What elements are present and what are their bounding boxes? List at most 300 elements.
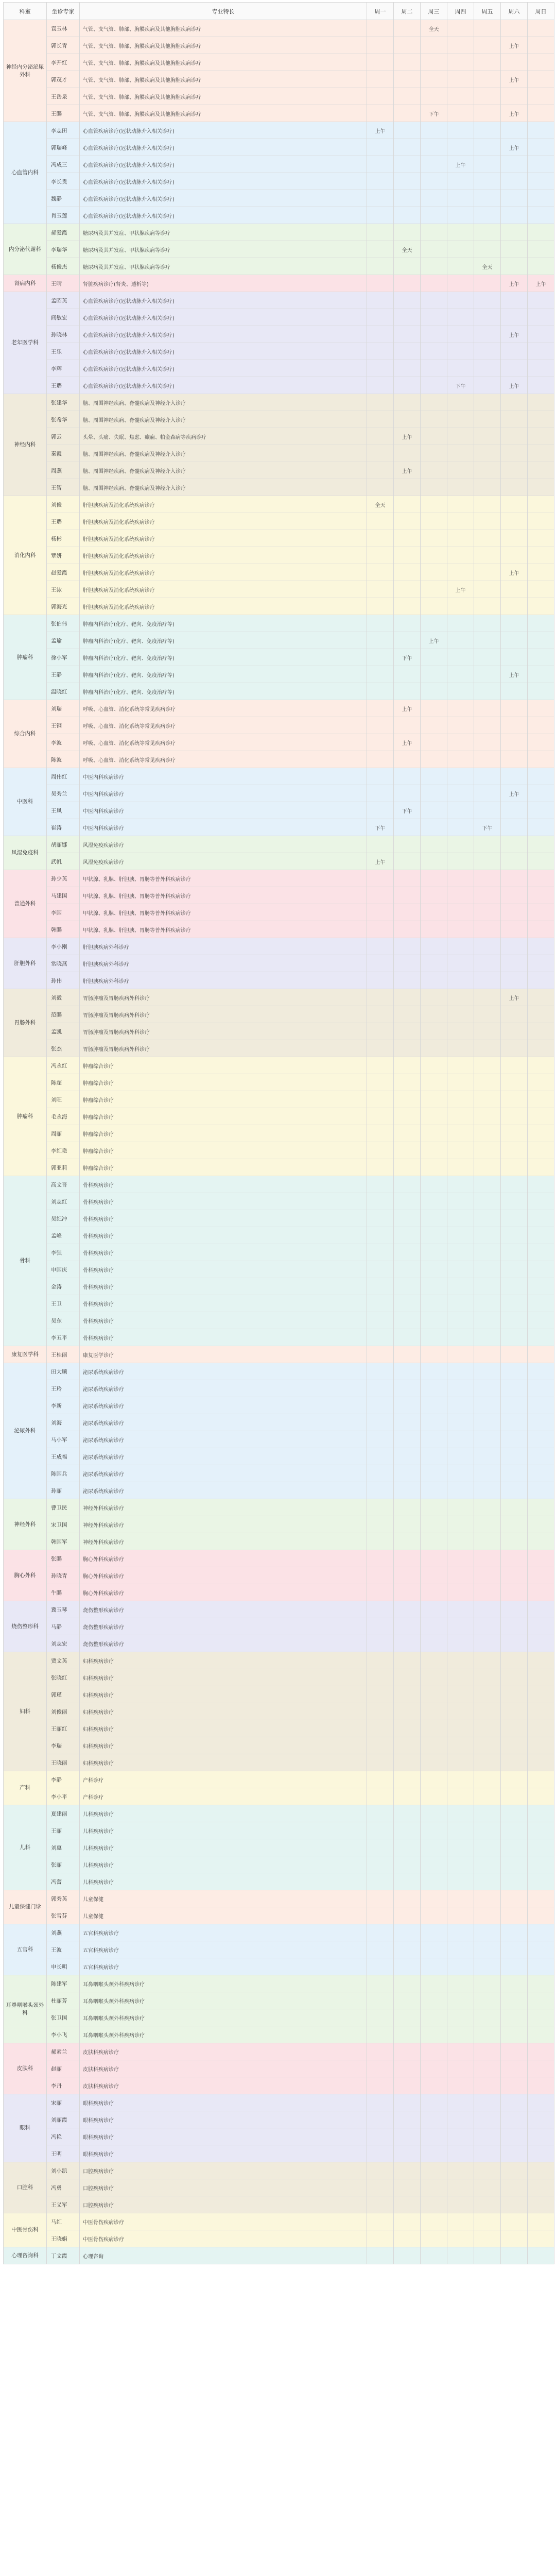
schedule-cell: 上午	[394, 462, 421, 479]
schedule-cell	[447, 1822, 474, 1839]
doctor-name: 张希华	[47, 411, 80, 428]
doctor-name: 李国	[47, 904, 80, 921]
doctor-name: 宋丽	[47, 2094, 80, 2111]
schedule-cell	[394, 1822, 421, 1839]
schedule-cell	[447, 207, 474, 224]
table-row	[4, 1618, 554, 1635]
doctor-name: 范鹏	[47, 1006, 80, 1023]
table-row	[4, 1737, 554, 1754]
specialty-text: 耳鼻咽喉头颈外科疾病诊疗	[80, 1992, 367, 2009]
schedule-cell	[474, 1193, 501, 1210]
schedule-cell	[474, 1278, 501, 1295]
schedule-cell	[474, 632, 501, 649]
schedule-cell	[474, 1465, 501, 1482]
schedule-cell	[394, 836, 421, 853]
doctor-name: 王成福	[47, 1448, 80, 1465]
schedule-cell	[447, 598, 474, 615]
specialty-text: 肿瘤内科治疗(化疗、靶向、免疫治疗等)	[80, 666, 367, 683]
specialty-text: 气管、支气管、肺部、胸膜疾病及其他胸腔疾病诊疗	[80, 20, 367, 37]
schedule-cell	[394, 1975, 421, 1992]
table-row	[4, 768, 554, 785]
schedule-cell	[528, 88, 554, 105]
header-cell: 科室	[4, 3, 47, 20]
schedule-cell	[501, 1482, 528, 1499]
specialty-text: 中医内科疾病诊疗	[80, 802, 367, 819]
schedule-cell	[474, 683, 501, 700]
schedule-cell	[501, 1669, 528, 1686]
schedule-cell	[421, 326, 447, 343]
schedule-cell	[367, 1380, 394, 1397]
schedule-cell	[528, 1533, 554, 1550]
table-row	[4, 309, 554, 326]
doctor-name: 李小刚	[47, 938, 80, 955]
schedule-cell	[501, 530, 528, 547]
schedule-cell	[394, 1584, 421, 1601]
specialty-text: 心血管疾病诊疗(冠状动脉介入相关诊疗)	[80, 190, 367, 207]
specialty-text: 甲状腺、乳腺、肝胆胰、胃肠等普外科疾病诊疗	[80, 887, 367, 904]
schedule-cell	[528, 564, 554, 581]
doctor-name: 冯勇	[47, 2179, 80, 2196]
table-row	[4, 1363, 554, 1380]
doctor-name: 杨彬	[47, 530, 80, 547]
schedule-cell	[394, 513, 421, 530]
table-row	[4, 1805, 554, 1822]
schedule-cell: 上午	[367, 122, 394, 139]
schedule-cell	[447, 1397, 474, 1414]
schedule-cell	[447, 2111, 474, 2128]
doctor-name: 丁文霞	[47, 2247, 80, 2264]
doctor-name: 王卫	[47, 1295, 80, 1312]
doctor-name: 武帆	[47, 853, 80, 870]
schedule-cell	[474, 1346, 501, 1363]
schedule-cell	[367, 1516, 394, 1533]
schedule-cell	[474, 1006, 501, 1023]
doctor-name: 王晓娟	[47, 2230, 80, 2247]
doctor-name: 王玲	[47, 1380, 80, 1397]
doctor-name: 孟凯	[47, 1023, 80, 1040]
schedule-cell	[367, 2094, 394, 2111]
specialty-text: 神经外科疾病诊疗	[80, 1533, 367, 1550]
schedule-cell	[501, 1091, 528, 1108]
schedule-cell	[447, 768, 474, 785]
schedule-cell	[421, 1652, 447, 1669]
schedule-cell	[447, 1244, 474, 1261]
specialty-text: 骨科疾病诊疗	[80, 1278, 367, 1295]
table-row	[4, 1924, 554, 1941]
department-cell: 肝胆外科	[4, 938, 47, 989]
schedule-cell	[447, 105, 474, 122]
schedule-cell	[501, 768, 528, 785]
schedule-cell	[367, 1958, 394, 1975]
header-cell: 周四	[447, 3, 474, 20]
schedule-cell	[474, 1754, 501, 1771]
schedule-cell	[501, 1873, 528, 1890]
specialty-text: 甲状腺、乳腺、肝胆胰、胃肠等普外科疾病诊疗	[80, 904, 367, 921]
table-row	[4, 224, 554, 241]
schedule-cell	[421, 343, 447, 360]
doctor-name: 冀玉琴	[47, 1601, 80, 1618]
specialty-text: 骨科疾病诊疗	[80, 1312, 367, 1329]
schedule-cell	[474, 1601, 501, 1618]
schedule-cell	[367, 1193, 394, 1210]
schedule-cell	[367, 1499, 394, 1516]
schedule-cell	[501, 1465, 528, 1482]
schedule-cell	[394, 2179, 421, 2196]
schedule-cell	[421, 1958, 447, 1975]
doctor-name: 毛永海	[47, 1108, 80, 1125]
schedule-cell	[394, 1754, 421, 1771]
schedule-cell	[447, 360, 474, 377]
schedule-cell	[421, 1873, 447, 1890]
schedule-cell	[394, 71, 421, 88]
schedule-cell	[367, 938, 394, 955]
schedule-cell	[447, 1618, 474, 1635]
schedule-cell	[528, 819, 554, 836]
schedule-cell	[421, 1975, 447, 1992]
schedule-cell	[421, 2162, 447, 2179]
schedule-cell	[528, 71, 554, 88]
schedule-cell	[421, 2094, 447, 2111]
specialty-text: 呼吸、心血管、消化系统等常见疾病诊疗	[80, 700, 367, 717]
doctor-name: 吴秀兰	[47, 785, 80, 802]
schedule-cell	[421, 853, 447, 870]
schedule-cell: 下午	[394, 802, 421, 819]
doctor-name: 刘俊丽	[47, 1703, 80, 1720]
schedule-cell	[367, 2026, 394, 2043]
doctor-name: 牛鹏	[47, 1584, 80, 1601]
schedule-cell	[367, 292, 394, 309]
schedule-cell	[528, 2230, 554, 2247]
schedule-cell	[421, 1788, 447, 1805]
schedule-cell	[367, 1329, 394, 1346]
schedule-cell	[394, 1958, 421, 1975]
schedule-cell	[394, 173, 421, 190]
schedule-cell	[421, 224, 447, 241]
specialty-text: 神经外科疾病诊疗	[80, 1516, 367, 1533]
table-row	[4, 1720, 554, 1737]
schedule-cell	[367, 1040, 394, 1057]
schedule-cell	[367, 462, 394, 479]
specialty-text: 儿科疾病诊疗	[80, 1856, 367, 1873]
table-row	[4, 2196, 554, 2213]
doctor-name: 秦霞	[47, 445, 80, 462]
doctor-name: 李红艳	[47, 1142, 80, 1159]
specialty-text: 口腔疾病诊疗	[80, 2179, 367, 2196]
schedule-cell: 上午	[501, 989, 528, 1006]
schedule-cell	[474, 1856, 501, 1873]
schedule-cell	[367, 1312, 394, 1329]
schedule-cell	[447, 1669, 474, 1686]
schedule-cell	[474, 1975, 501, 1992]
table-row	[4, 1890, 554, 1907]
schedule-cell	[474, 1822, 501, 1839]
schedule-cell: 上午	[501, 275, 528, 292]
schedule-cell	[474, 462, 501, 479]
schedule-cell	[394, 190, 421, 207]
schedule-cell	[528, 1176, 554, 1193]
schedule-cell	[367, 2162, 394, 2179]
schedule-cell	[528, 1448, 554, 1465]
schedule-cell	[474, 1261, 501, 1278]
schedule-cell	[528, 1550, 554, 1567]
schedule-cell	[528, 1873, 554, 1890]
table-row	[4, 615, 554, 632]
specialty-text: 脑、周围神经疾病、脊髓疾病及神经介入诊疗	[80, 445, 367, 462]
doctor-name: 刘旺	[47, 1091, 80, 1108]
schedule-cell	[367, 1125, 394, 1142]
table-row	[4, 394, 554, 411]
schedule-cell	[528, 1924, 554, 1941]
specialty-text: 肿瘤内科治疗(化疗、靶向、免疫治疗等)	[80, 683, 367, 700]
schedule-cell	[474, 1414, 501, 1431]
doctor-name: 田大顺	[47, 1363, 80, 1380]
schedule-cell	[421, 2247, 447, 2264]
schedule-cell	[501, 1142, 528, 1159]
schedule-cell	[474, 989, 501, 1006]
schedule-cell	[447, 734, 474, 751]
table-row	[4, 989, 554, 1006]
schedule-cell	[528, 1805, 554, 1822]
doctor-name: 李五平	[47, 1329, 80, 1346]
table-row	[4, 972, 554, 989]
specialty-text: 脑、周围神经疾病、脊髓疾病及神经介入诊疗	[80, 479, 367, 496]
schedule-cell	[394, 2026, 421, 2043]
specialty-text: 风湿免疫疾病诊疗	[80, 836, 367, 853]
schedule-cell	[501, 1839, 528, 1856]
schedule-cell	[421, 751, 447, 768]
schedule-cell	[367, 717, 394, 734]
schedule-cell	[501, 1601, 528, 1618]
schedule-cell	[528, 938, 554, 955]
schedule-cell	[367, 615, 394, 632]
schedule-cell	[421, 445, 447, 462]
department-cell: 儿科	[4, 1805, 47, 1890]
schedule-cell	[474, 1839, 501, 1856]
schedule-cell	[394, 1023, 421, 1040]
schedule-cell	[501, 1822, 528, 1839]
table-row	[4, 1686, 554, 1703]
schedule-cell	[474, 394, 501, 411]
schedule-cell	[501, 1652, 528, 1669]
schedule-cell	[447, 37, 474, 54]
schedule-cell	[421, 785, 447, 802]
department-cell: 产科	[4, 1771, 47, 1805]
schedule-cell	[501, 2196, 528, 2213]
schedule-cell	[421, 1448, 447, 1465]
schedule-cell	[528, 428, 554, 445]
header-cell: 周日	[528, 3, 554, 20]
doctor-name: 申国庆	[47, 1261, 80, 1278]
schedule-cell	[394, 1720, 421, 1737]
table-row	[4, 2128, 554, 2145]
schedule-cell	[367, 1023, 394, 1040]
table-row	[4, 683, 554, 700]
specialty-text: 中医骨伤疾病诊疗	[80, 2230, 367, 2247]
doctor-name: 崔涛	[47, 819, 80, 836]
schedule-cell: 上午	[501, 139, 528, 156]
schedule-cell	[528, 547, 554, 564]
schedule-cell	[501, 1006, 528, 1023]
doctor-name: 王钢	[47, 717, 80, 734]
schedule-cell	[501, 1431, 528, 1448]
schedule-cell	[367, 1567, 394, 1584]
schedule-cell	[421, 2196, 447, 2213]
specialty-text: 泌尿系统疾病诊疗	[80, 1397, 367, 1414]
schedule-cell	[447, 2009, 474, 2026]
schedule-cell	[394, 768, 421, 785]
specialty-text: 骨科疾病诊疗	[80, 1227, 367, 1244]
header-cell: 周二	[394, 3, 421, 20]
schedule-cell	[474, 581, 501, 598]
schedule-cell	[474, 224, 501, 241]
doctor-name: 郭瑾	[47, 1686, 80, 1703]
schedule-cell	[367, 360, 394, 377]
schedule-cell	[447, 1040, 474, 1057]
schedule-cell	[421, 1839, 447, 1856]
specialty-text: 胃肠肿瘤及胃肠疾病外科诊疗	[80, 1040, 367, 1057]
table-row	[4, 377, 554, 394]
schedule-cell	[394, 2009, 421, 2026]
schedule-cell	[367, 1244, 394, 1261]
specialty-text: 胃肠肿瘤及胃肠疾病外科诊疗	[80, 1006, 367, 1023]
schedule-cell	[367, 921, 394, 938]
schedule-cell	[421, 1822, 447, 1839]
schedule-cell	[421, 836, 447, 853]
schedule-cell	[474, 1941, 501, 1958]
table-row	[4, 2111, 554, 2128]
schedule-cell	[447, 1482, 474, 1499]
schedule-cell	[367, 1397, 394, 1414]
schedule-cell	[447, 1873, 474, 1890]
doctor-name: 刘志宏	[47, 1635, 80, 1652]
department-cell: 五官科	[4, 1924, 47, 1975]
doctor-name: 李瑞	[47, 1737, 80, 1754]
schedule-cell	[474, 1176, 501, 1193]
schedule-cell	[474, 496, 501, 513]
schedule-cell	[474, 1805, 501, 1822]
schedule-cell	[474, 1431, 501, 1448]
specialty-text: 儿科疾病诊疗	[80, 1805, 367, 1822]
schedule-cell	[447, 2026, 474, 2043]
schedule-cell	[421, 2026, 447, 2043]
schedule-cell	[447, 1278, 474, 1295]
schedule-cell	[501, 870, 528, 887]
table-row	[4, 1227, 554, 1244]
schedule-cell	[474, 2111, 501, 2128]
schedule-cell	[367, 632, 394, 649]
schedule-cell	[528, 462, 554, 479]
schedule-cell	[367, 1210, 394, 1227]
schedule-cell	[394, 1482, 421, 1499]
schedule-cell	[367, 1873, 394, 1890]
table-row	[4, 37, 554, 54]
table-row	[4, 1397, 554, 1414]
schedule-cell	[367, 2196, 394, 2213]
schedule-cell	[394, 1873, 421, 1890]
schedule-cell	[367, 1091, 394, 1108]
schedule-cell	[447, 1431, 474, 1448]
schedule-cell	[367, 564, 394, 581]
specialty-text: 肿瘤内科治疗(化疗、靶向、免疫治疗等)	[80, 615, 367, 632]
schedule-cell	[501, 1856, 528, 1873]
specialty-text: 肝胆胰疾病及消化系统疾病诊疗	[80, 513, 367, 530]
schedule-cell	[421, 1941, 447, 1958]
schedule-cell	[367, 1703, 394, 1720]
schedule-cell	[501, 1788, 528, 1805]
schedule-cell	[367, 2009, 394, 2026]
schedule-cell	[394, 1363, 421, 1380]
schedule-cell	[421, 734, 447, 751]
schedule-cell	[474, 428, 501, 445]
schedule-cell	[474, 2060, 501, 2077]
schedule-cell	[421, 649, 447, 666]
schedule-cell	[528, 54, 554, 71]
schedule-cell	[528, 377, 554, 394]
schedule-cell	[528, 2247, 554, 2264]
schedule-cell	[447, 462, 474, 479]
specialty-text: 中医内科疾病诊疗	[80, 768, 367, 785]
doctor-name: 刘惠	[47, 1839, 80, 1856]
schedule-cell	[394, 1040, 421, 1057]
doctor-name: 陈国兵	[47, 1465, 80, 1482]
schedule-cell	[474, 360, 501, 377]
schedule-cell	[528, 190, 554, 207]
department-cell: 神经内科	[4, 394, 47, 496]
schedule-cell	[528, 20, 554, 37]
header-cell: 周五	[474, 3, 501, 20]
schedule-cell	[528, 2060, 554, 2077]
schedule-cell	[421, 1907, 447, 1924]
schedule-cell	[421, 887, 447, 904]
schedule-cell	[474, 1924, 501, 1941]
schedule-cell	[421, 972, 447, 989]
specialty-text: 儿童保健	[80, 1907, 367, 1924]
doctor-name: 张杰	[47, 1040, 80, 1057]
doctor-name: 王丽红	[47, 1720, 80, 1737]
schedule-cell	[528, 700, 554, 717]
table-row	[4, 887, 554, 904]
table-row	[4, 360, 554, 377]
schedule-cell	[421, 88, 447, 105]
schedule-cell	[528, 2128, 554, 2145]
schedule-cell	[474, 836, 501, 853]
doctor-name: 王晓丽	[47, 1754, 80, 1771]
schedule-cell: 上午	[447, 156, 474, 173]
schedule-cell	[528, 1839, 554, 1856]
table-row	[4, 717, 554, 734]
table-row	[4, 343, 554, 360]
schedule-cell	[367, 2128, 394, 2145]
schedule-cell	[501, 683, 528, 700]
schedule-cell	[501, 2145, 528, 2162]
schedule-cell	[394, 2196, 421, 2213]
table-row	[4, 819, 554, 836]
table-row	[4, 1057, 554, 1074]
schedule-cell	[367, 1669, 394, 1686]
doctor-name: 郝爱霞	[47, 224, 80, 241]
schedule-cell	[421, 1890, 447, 1907]
schedule-cell	[421, 394, 447, 411]
schedule-cell	[421, 479, 447, 496]
schedule-cell	[474, 564, 501, 581]
specialty-text: 肝胆胰疾病及消化系统疾病诊疗	[80, 547, 367, 564]
schedule-cell	[447, 870, 474, 887]
doctor-name: 马小军	[47, 1431, 80, 1448]
schedule-cell	[367, 1108, 394, 1125]
table-row	[4, 2247, 554, 2264]
schedule-cell	[421, 1720, 447, 1737]
schedule-cell	[367, 2043, 394, 2060]
